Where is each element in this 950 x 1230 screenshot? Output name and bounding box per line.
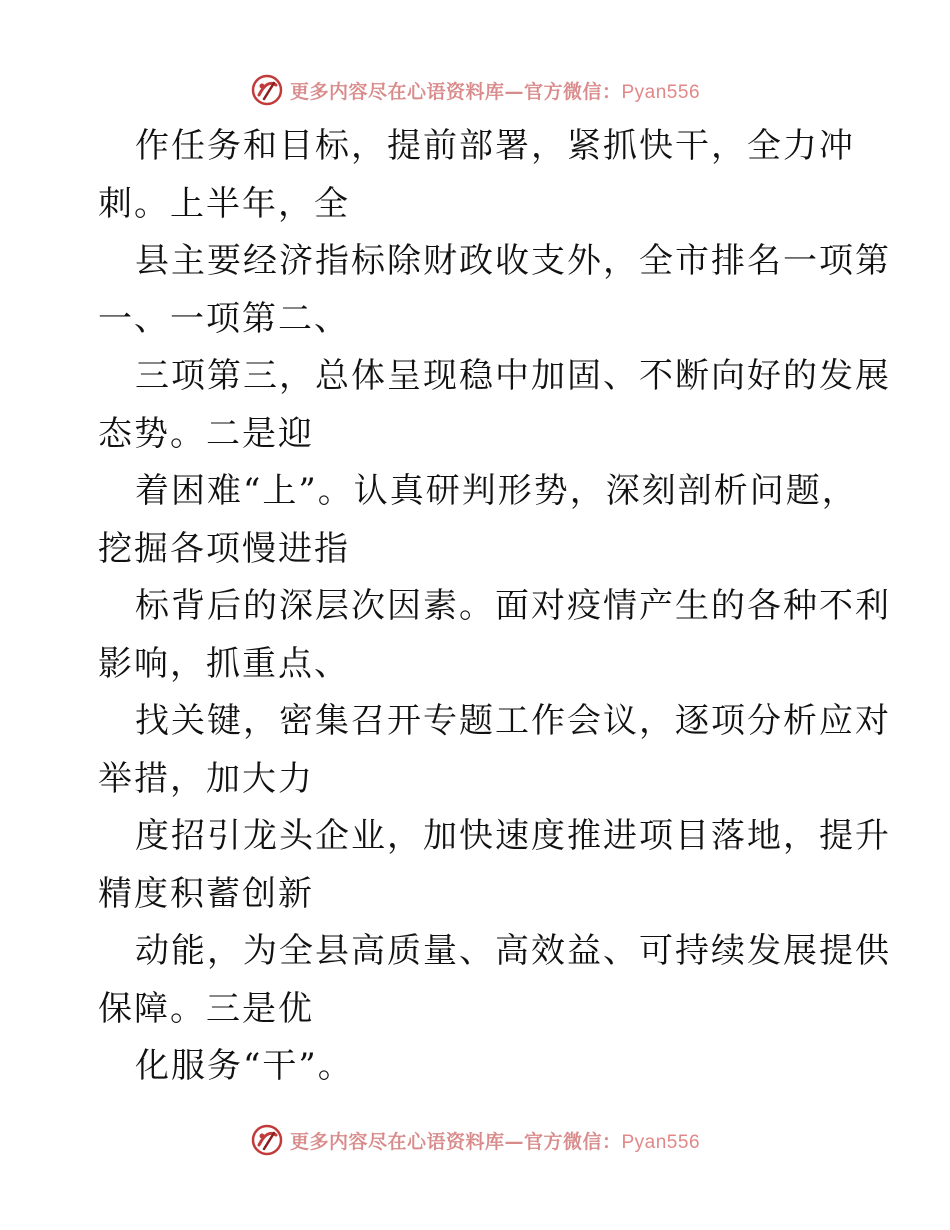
body-line: 一、一项第二、 xyxy=(98,298,350,339)
body-line: 精度积蓄创新 xyxy=(98,873,314,914)
body-line: 影响，抓重点、 xyxy=(98,643,350,684)
header-banner-main: 更多内容尽在心语资料库—官方微信： xyxy=(289,80,622,103)
body-line: 化服务“干”。 xyxy=(135,1046,354,1086)
body-line: 刺。上半年，全 xyxy=(98,183,350,224)
body-line: 度招引龙头企业，加快速度推进项目落地，提升 xyxy=(135,816,891,856)
footer-banner-main: 更多内容尽在心语资料库—官方微信： xyxy=(289,1130,622,1153)
header-banner xyxy=(0,70,950,110)
footer-banner-id: Pyan556 xyxy=(621,1131,701,1153)
body-line: 三项第三，总体呈现稳中加固、不断向好的发展 xyxy=(135,356,891,396)
body-line: 作任务和目标，提前部署，紧抓快干，全力冲 xyxy=(135,126,855,166)
header-banner-content xyxy=(250,73,700,107)
header-banner-id: Pyan556 xyxy=(621,81,701,103)
body-line: 动能，为全县高质量、高效益、可持续发展提供 xyxy=(135,931,891,971)
body-line: 着困难“上”。认真研判形势，深刻剖析问题， xyxy=(135,471,858,511)
body-line: 态势。二是迎 xyxy=(98,413,314,454)
document-body xyxy=(98,118,891,1096)
footer-banner-text xyxy=(290,1127,700,1154)
body-line: 举措，加大力 xyxy=(98,758,314,799)
header-banner-text xyxy=(290,77,700,104)
body-line: 挖掘各项慢进指 xyxy=(98,528,350,569)
library-logo-icon xyxy=(250,1123,284,1157)
library-logo-icon xyxy=(250,73,284,107)
body-line: 保障。三是优 xyxy=(98,988,314,1029)
body-line: 县主要经济指标除财政收支外，全市排名一项第 xyxy=(135,241,891,281)
body-line: 找关键，密集召开专题工作会议，逐项分析应对 xyxy=(135,701,891,741)
body-line: 标背后的深层次因素。面对疫情产生的各种不利 xyxy=(135,586,891,626)
footer-banner xyxy=(0,1120,950,1160)
footer-banner-content xyxy=(250,1123,700,1157)
